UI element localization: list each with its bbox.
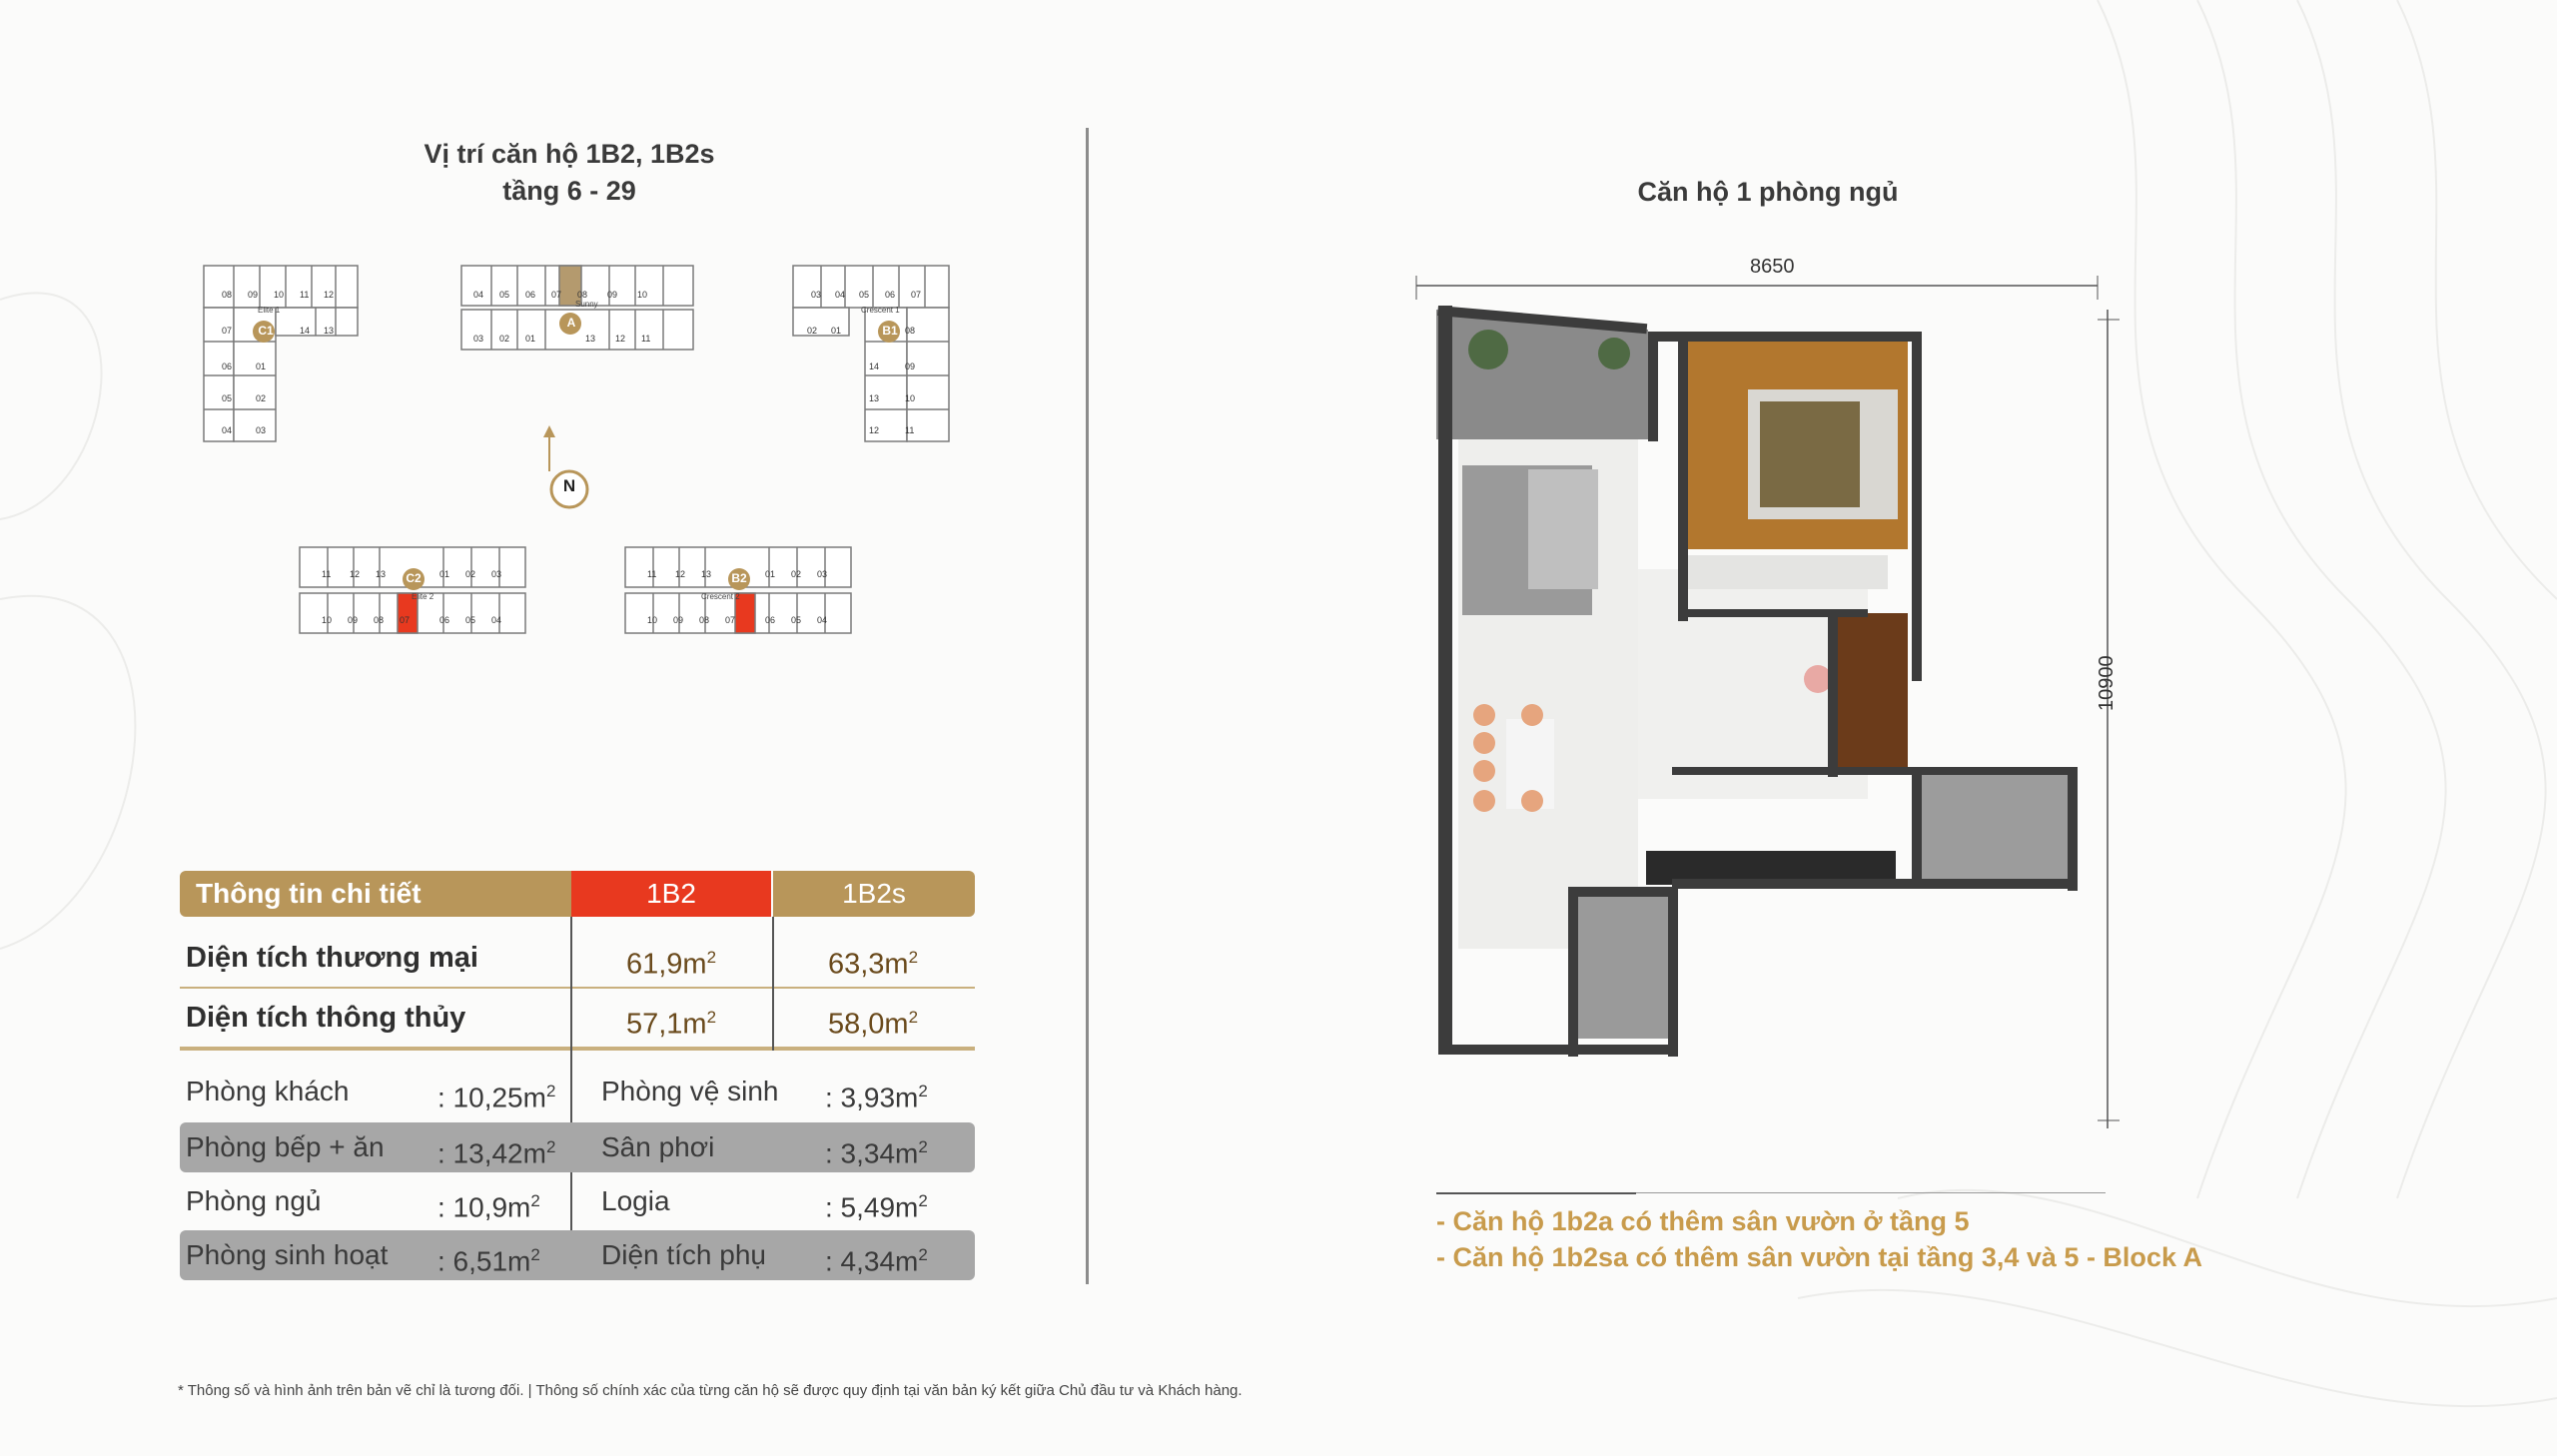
unit-number: 04: [835, 290, 846, 300]
block-name-c2: Elite 2: [412, 592, 434, 601]
unit-number: 03: [491, 569, 502, 579]
north-label: N: [562, 476, 576, 495]
unit-number: 02: [791, 569, 802, 579]
unit-number: 13: [585, 334, 596, 344]
unit-number: 11: [300, 290, 310, 300]
floorplan-title: Căn hộ 1 phòng ngủ: [1637, 177, 1899, 207]
location-title-line2: tầng 6 - 29: [502, 176, 636, 206]
unit-number: 08: [374, 615, 385, 625]
unit-number: 13: [376, 569, 387, 579]
unit-number: 12: [324, 290, 335, 300]
badge-a: A: [566, 316, 576, 330]
unit-number: 10: [637, 290, 648, 300]
unit-number: 04: [491, 615, 502, 625]
unit-number: 03: [256, 425, 267, 435]
block-name-c1: Elite 1: [258, 306, 281, 315]
row-value-1b2s: $58,0m^2$: [827, 1008, 919, 1041]
row-commercial-area: [180, 929, 975, 989]
unit-number: 04: [222, 425, 233, 435]
unit-number: 05: [859, 290, 870, 300]
unit-number: 01: [831, 326, 842, 336]
unit-number: 03: [811, 290, 822, 300]
unit-number: 01: [525, 334, 536, 344]
room-row: Phòng khách : $10,25m^2$ Phòng vệ sinh : $3,93m^2$: [186, 1076, 928, 1113]
floor-plan: [1408, 270, 2157, 1148]
block-name-b2: Crescent 2: [701, 592, 740, 601]
unit-number: 13: [869, 393, 880, 403]
table-divider: [772, 917, 774, 1051]
note-line-1: - Căn hộ 1b2a có thêm sân vườn ở tầng 5: [1436, 1206, 1970, 1236]
unit-number: 02: [465, 569, 476, 579]
location-title-line1: Vị trí căn hộ 1B2, 1B2s: [424, 139, 715, 169]
unit-number: 06: [222, 362, 233, 371]
unit-number: 12: [350, 569, 361, 579]
unit-number: 07: [222, 326, 233, 336]
room-row: Phòng bếp + ăn : $13,42m^2$ Sân phơi : $3,34m^2$: [180, 1122, 975, 1172]
unit-number: 09: [673, 615, 684, 625]
unit-number: 10: [647, 615, 658, 625]
unit-number: 02: [807, 326, 818, 336]
unit-number: 11: [641, 334, 651, 344]
unit-number: 09: [607, 290, 618, 300]
units-a: [461, 266, 701, 356]
footnote: * Thông số và hình ảnh trên bản vẽ chỉ là tương đối. | Thông số chính xác của từng căn hộ sẽ được quy định tại văn bản ký kết giữa Chủ đầu tư và Khách hàng.: [178, 1382, 1243, 1399]
header-1b2s: 1B2s: [773, 871, 975, 917]
unit-number: 05: [465, 615, 476, 625]
room-row: Phòng ngủ : $10,9m^2$ Logia : $5,49m^2$: [186, 1185, 928, 1223]
row-clear-area: [180, 989, 975, 1051]
unit-number: 04: [473, 290, 484, 300]
notes-rule: [1436, 1192, 1636, 1194]
unit-number: 13: [324, 326, 335, 336]
units-b1: [793, 266, 953, 445]
unit-number: 08: [222, 290, 233, 300]
dimension-width: 8650: [1750, 256, 1795, 278]
unit-number: 05: [222, 393, 233, 403]
unit-number: 07: [400, 615, 411, 625]
row-value-1b2: $61,9m^2$: [625, 948, 717, 981]
unit-number: 09: [348, 615, 359, 625]
header-1b2: 1B2: [571, 871, 771, 917]
unit-number: 07: [725, 615, 736, 625]
units-c1: [204, 266, 364, 445]
unit-number: 14: [869, 362, 880, 371]
unit-number: 04: [817, 615, 828, 625]
unit-number: 06: [525, 290, 536, 300]
block-name-a: Sunny: [575, 300, 598, 309]
unit-number: 06: [885, 290, 896, 300]
unit-number: 14: [300, 326, 311, 336]
unit-number: 05: [791, 615, 802, 625]
unit-number: 13: [701, 569, 712, 579]
unit-number: 07: [911, 290, 922, 300]
note-line-2: - Căn hộ 1b2sa có thêm sân vườn tại tầng 3,4 và 5 - Block A: [1436, 1242, 2202, 1272]
unit-number: 12: [615, 334, 626, 344]
row-value-1b2: $57,1m^2$: [625, 1008, 717, 1041]
unit-number: 10: [322, 615, 333, 625]
unit-number: 08: [699, 615, 710, 625]
notes-rule: [1636, 1192, 2106, 1193]
unit-number: 10: [905, 393, 916, 403]
row-label: Diện tích thương mại: [186, 942, 478, 974]
dimension-height: 10900: [2096, 655, 2118, 711]
badge-c1: C1: [258, 324, 274, 338]
unit-number: 03: [817, 569, 828, 579]
header-label: Thông tin chi tiết: [180, 871, 571, 917]
room-row: Phòng sinh hoạt : $6,51m^2$ Diện tích phụ : $4,34m^2$: [180, 1230, 975, 1280]
unit-number: 05: [499, 290, 510, 300]
unit-number: 11: [647, 569, 657, 579]
detail-table-header: [180, 871, 975, 917]
unit-number: 09: [248, 290, 259, 300]
unit-number: 02: [256, 393, 267, 403]
unit-number: 06: [439, 615, 450, 625]
unit-number: 10: [274, 290, 285, 300]
row-label: Diện tích thông thủy: [186, 1002, 466, 1034]
unit-number: 03: [473, 334, 484, 344]
unit-number: 01: [765, 569, 776, 579]
unit-number: 12: [869, 425, 880, 435]
unit-number: 01: [439, 569, 450, 579]
unit-number: 11: [322, 569, 332, 579]
unit-number: 08: [577, 290, 588, 300]
unit-number: 06: [765, 615, 776, 625]
location-title: [380, 136, 759, 210]
unit-number: 09: [905, 362, 916, 371]
unit-number: 12: [675, 569, 686, 579]
badge-b1: B1: [882, 324, 898, 338]
block-name-b1: Crescent 1: [861, 306, 900, 315]
unit-number: 08: [905, 326, 916, 336]
unit-number: 02: [499, 334, 510, 344]
badge-c2: C2: [406, 571, 422, 585]
unit-number: 11: [905, 425, 915, 435]
unit-number: 07: [551, 290, 562, 300]
badge-b2: B2: [731, 571, 747, 585]
row-value-1b2s: $63,3m^2$: [827, 948, 919, 981]
center-divider: [1086, 128, 1089, 1284]
unit-number: 01: [256, 362, 267, 371]
